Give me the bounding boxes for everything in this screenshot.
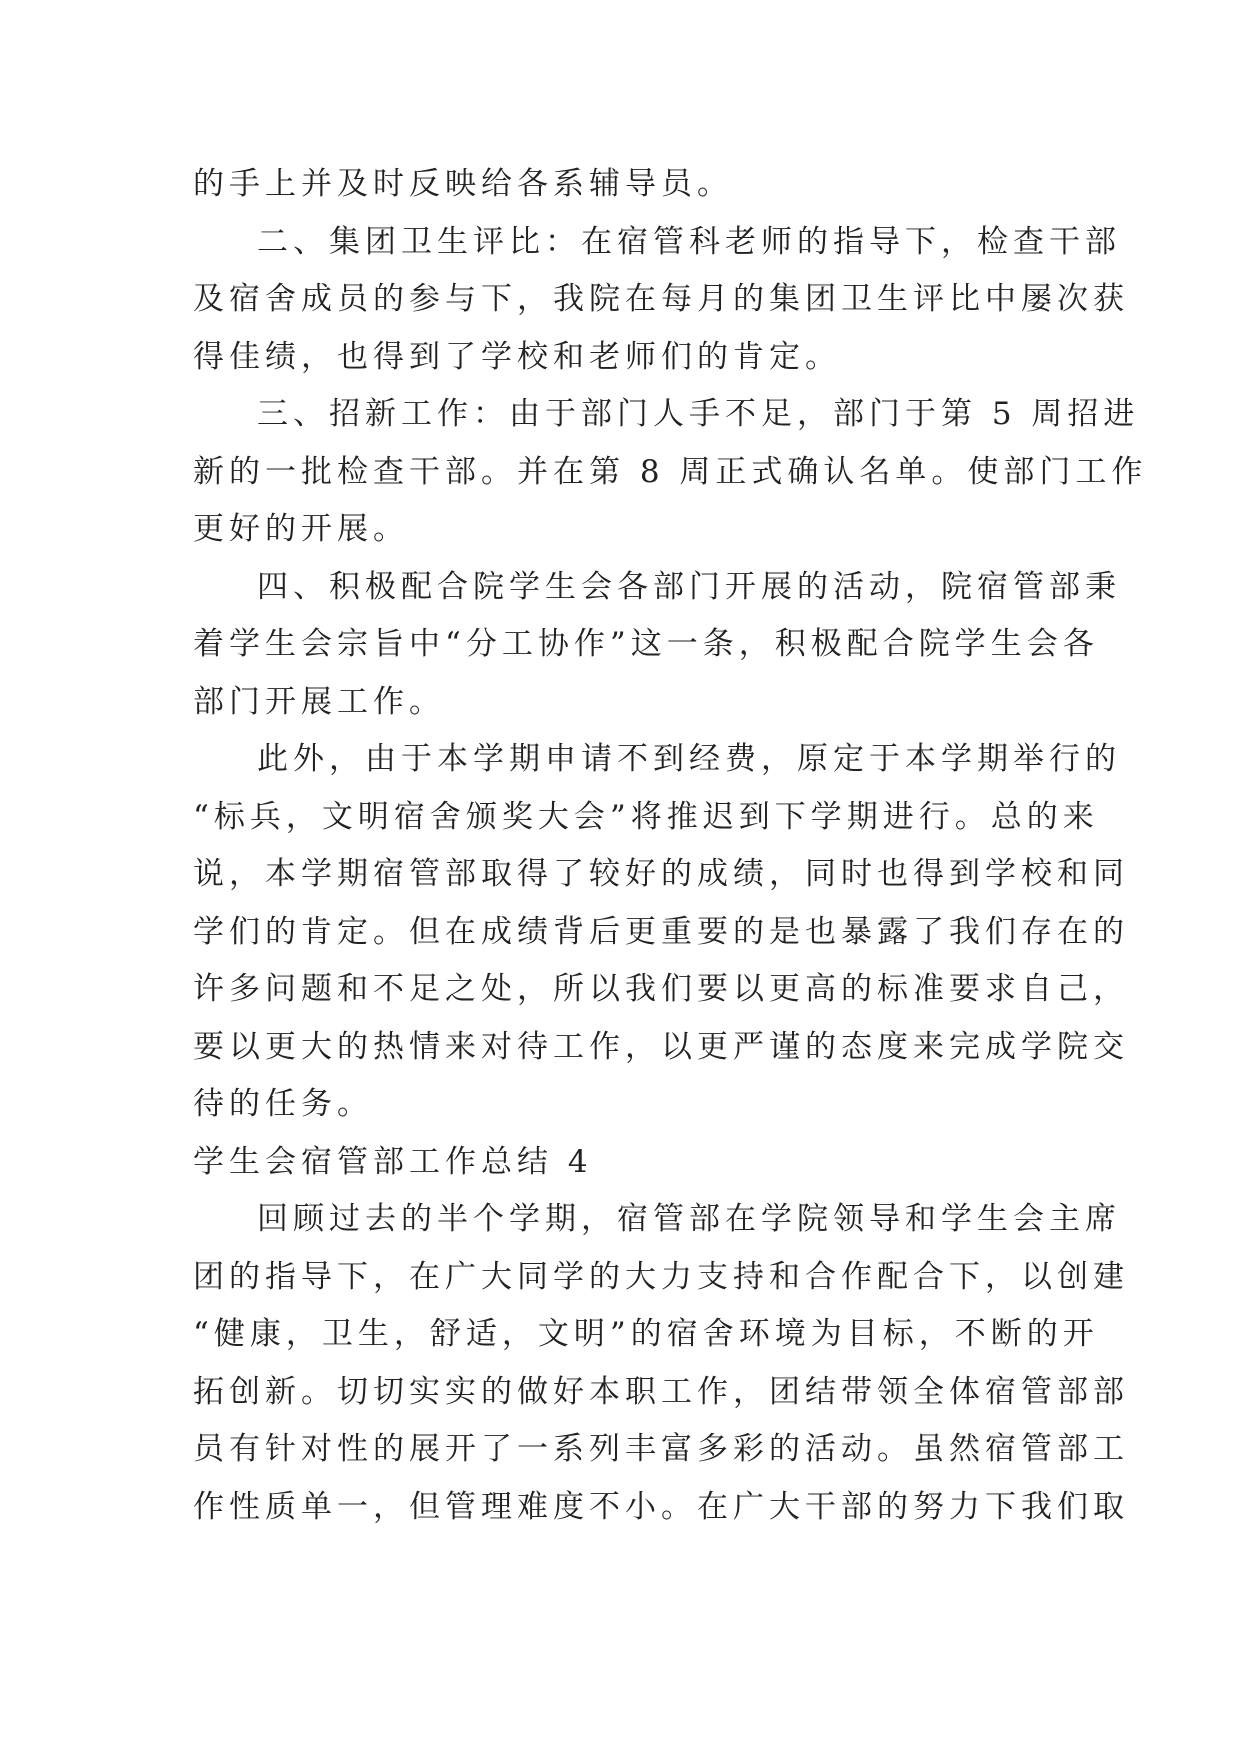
text-line: “健康，卫生，舒适，文明”的宿舍环境为目标，不断的开	[193, 1316, 1099, 1352]
text-line: 说，本学期宿管部取得了较好的成绩，同时也得到学校和同	[193, 856, 1129, 892]
section-heading: 学生会宿管部工作总结 4	[193, 1143, 593, 1180]
text-line: 及宿舍成员的参与下，我院在每月的集团卫生评比中屡次获	[193, 281, 1129, 317]
text-line: 三、招新工作：由于部门人手不足，部门于第 5 周招进	[257, 396, 1140, 432]
text-line: 拓创新。切切实实的做好本职工作，团结带领全体宿管部部	[193, 1373, 1129, 1410]
document-body	[193, 156, 1148, 1536]
text-line: 新的一批检查干部。并在第 8 周正式确认名单。使部门工作	[193, 453, 1148, 490]
text-line: 回顾过去的半个学期，宿管部在学院领导和学生会主席	[257, 1201, 1121, 1237]
text-line: 要以更大的热情来对待工作，以更严谨的态度来完成学院交	[193, 1028, 1129, 1065]
text-line: 的手上并及时反映给各系辅导员。	[193, 166, 733, 202]
text-line: 更好的开展。	[193, 511, 409, 547]
text-line: 部门开展工作。	[193, 683, 445, 720]
text-line: 作性质单一，但管理难度不小。在广大干部的努力下我们取	[193, 1488, 1129, 1525]
text-line: 待的任务。	[193, 1086, 373, 1122]
text-line: 许多问题和不足之处，所以我们要以更高的标准要求自己，	[193, 971, 1129, 1007]
text-line: 着学生会宗旨中“分工协作”这一条，积极配合院学生会各	[193, 626, 1099, 662]
text-line: 学们的肯定。但在成绩背后更重要的是也暴露了我们存在的	[193, 913, 1129, 950]
text-line: 四、积极配合院学生会各部门开展的活动，院宿管部秉	[257, 568, 1121, 605]
text-line: 团的指导下，在广大同学的大力支持和合作配合下，以创建	[193, 1258, 1129, 1295]
text-line: 二、集团卫生评比：在宿管科老师的指导下，检查干部	[257, 223, 1121, 260]
text-line: 员有针对性的展开了一系列丰富多彩的活动。虽然宿管部工	[193, 1431, 1129, 1467]
text-line: 得佳绩，也得到了学校和老师们的肯定。	[193, 338, 841, 375]
text-line: 此外，由于本学期申请不到经费，原定于本学期举行的	[257, 741, 1121, 777]
text-line: “标兵，文明宿舍颁奖大会”将推迟到下学期进行。总的来	[193, 798, 1099, 835]
